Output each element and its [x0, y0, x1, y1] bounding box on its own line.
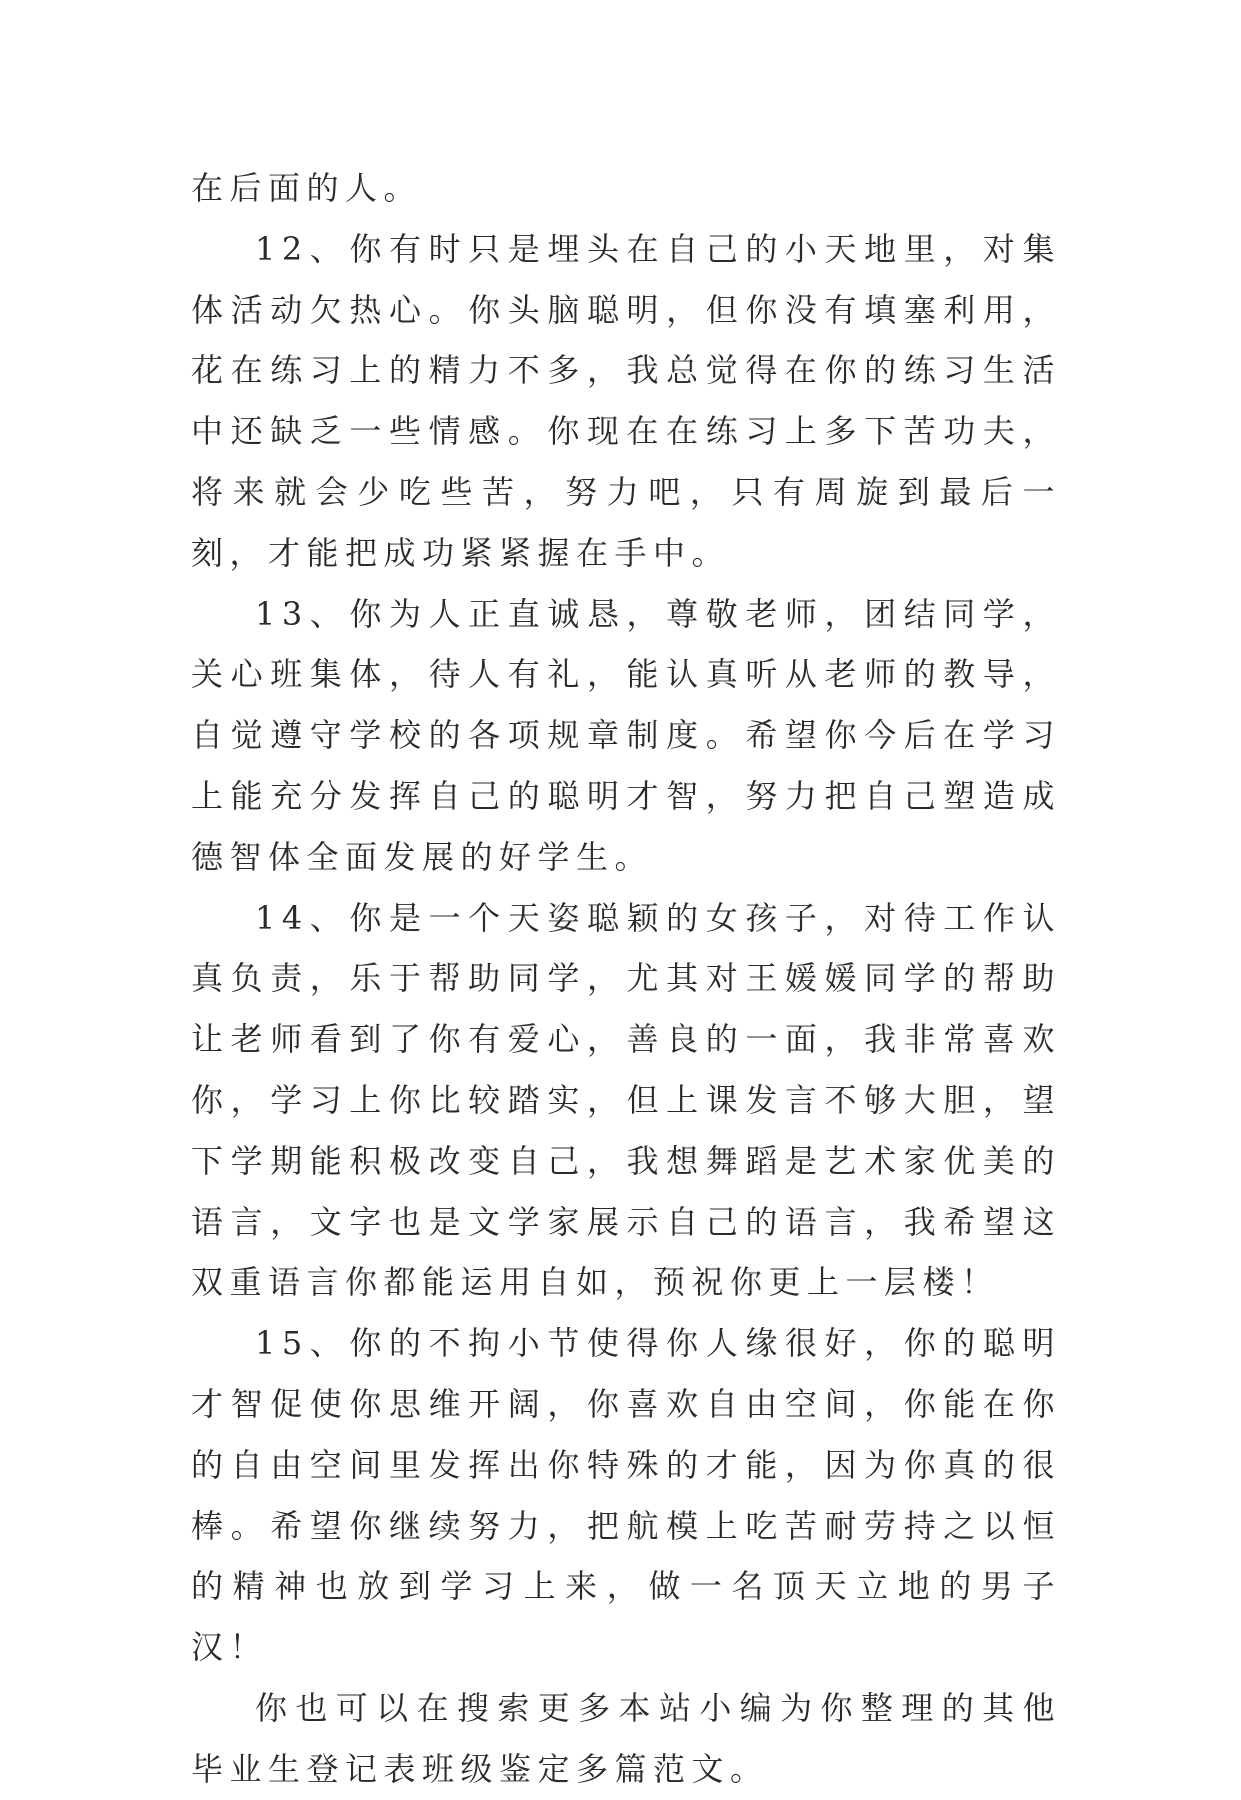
paragraph-closing-note: 你也可以在搜索更多本站小编为你整理的其他毕业生登记表班级鉴定多篇范文。	[191, 1688, 1061, 1788]
paragraph-continuation: 在后面的人。	[191, 169, 423, 207]
document-body	[191, 158, 1061, 1800]
paragraph-comment-13: 13、你为人正直诚恳，尊敬老师，团结同学，关心班集体，待人有礼，能认真听从老师的教导，自觉遵守学校的各项规章制度。希望你今后在学习上能充分发挥自己的聪明才智，努力把自己塑造成德智体全面发展的好学生。	[191, 594, 1061, 876]
paragraph-comment-12: 12、你有时只是埋头在自己的小天地里，对集体活动欠热心。你头脑聪明，但你没有填塞利用，花在练习上的精力不多，我总觉得在你的练习生活中还缺乏一些情感。你现在在练习上多下苦功夫，将来就会少吃些苦，努力吧，只有周旋到最后一刻，才能把成功紧紧握在手中。	[191, 229, 1061, 572]
paragraph-comment-14: 14、你是一个天姿聪颖的女孩子，对待工作认真负责，乐于帮助同学，尤其对王媛媛同学的帮助让老师看到了你有爱心，善良的一面，我非常喜欢你，学习上你比较踏实，但上课发言不够大胆，望下学期能积极改变自己，我想舞蹈是艺术家优美的语言，文字也是文学家展示自己的语言，我希望这双重语言你都能运用自如，预祝你更上一层楼！	[191, 898, 1061, 1302]
paragraph-comment-15: 15、你的不拘小节使得你人缘很好，你的聪明才智促使你思维开阔，你喜欢自由空间，你能在你的自由空间里发挥出你特殊的才能，因为你真的很棒。希望你继续努力，把航模上吃苦耐劳持之以恒的精神也放到学习上来，做一名顶天立地的男子汉！	[191, 1324, 1061, 1667]
